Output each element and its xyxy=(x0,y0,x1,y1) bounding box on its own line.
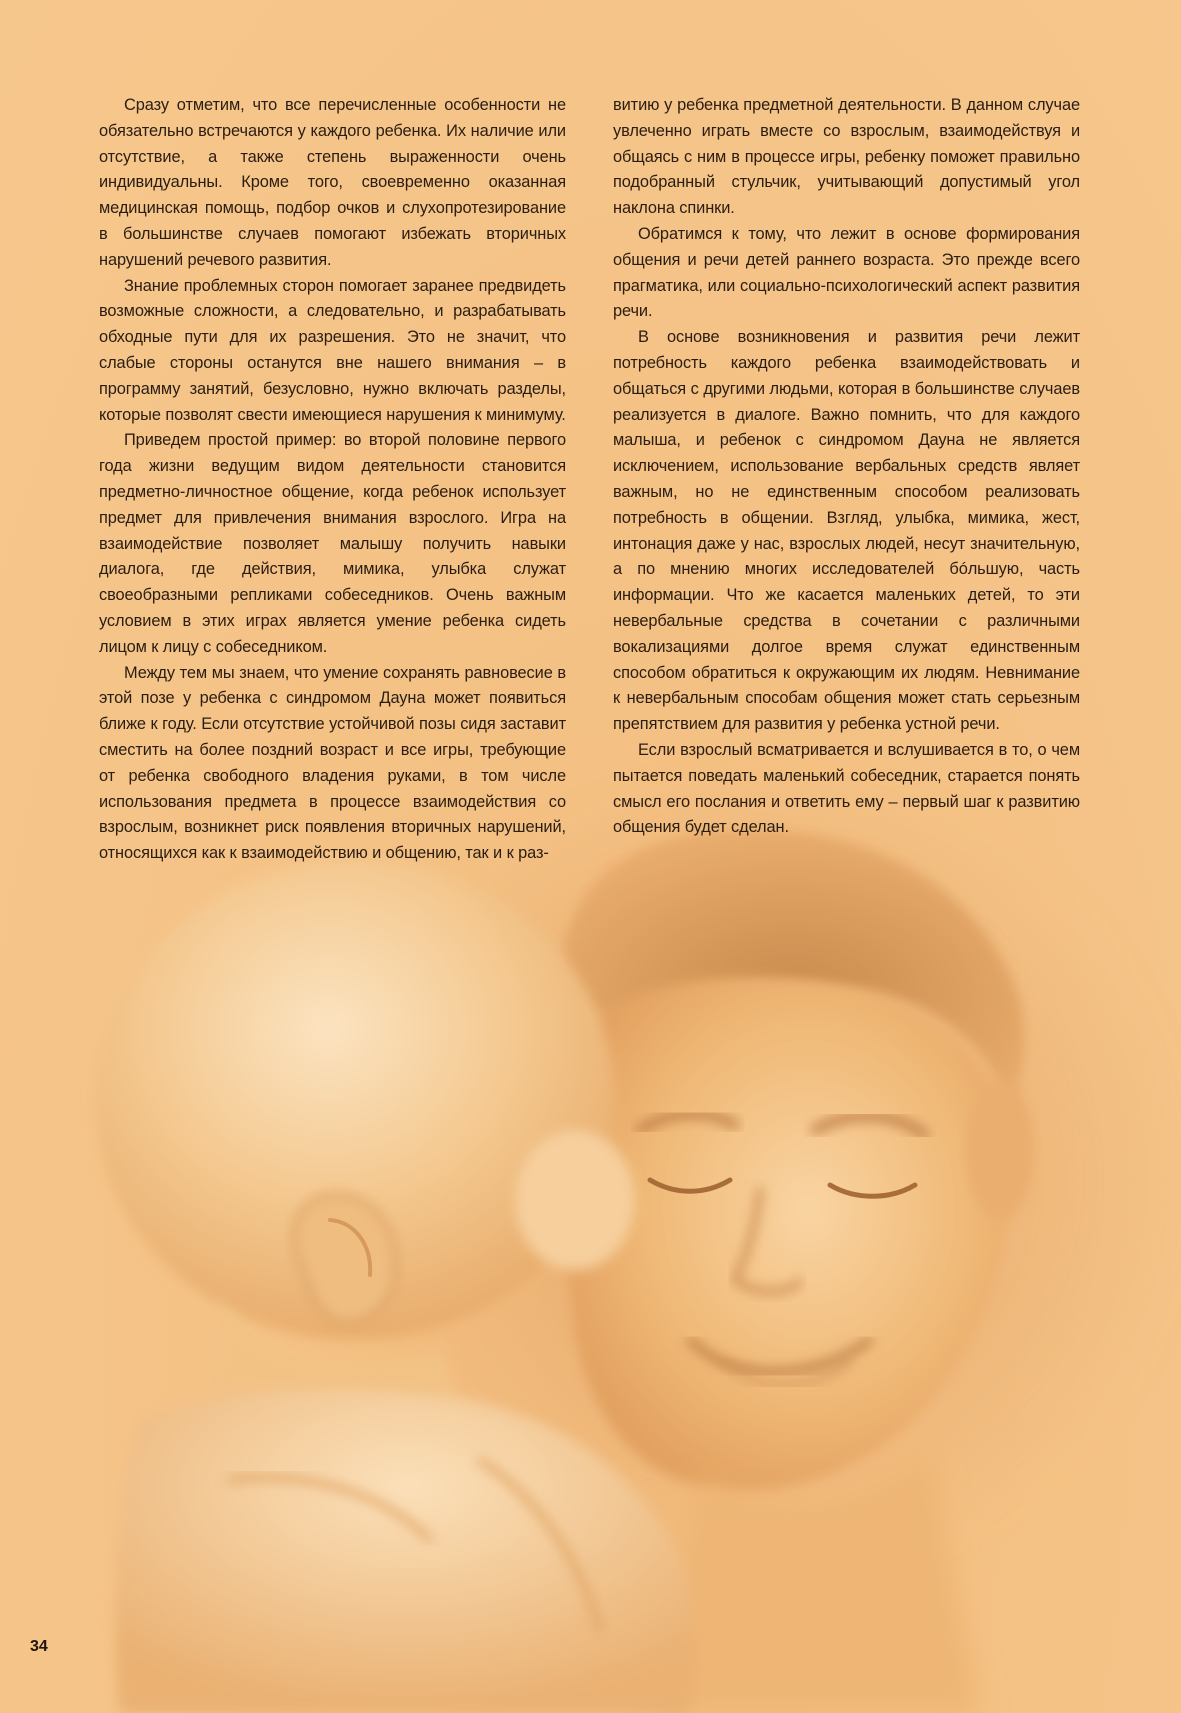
paragraph: Обратимся к тому, что лежит в основе формирования общения и речи детей раннего возраста. Это прежде всего прагматика, или социально-психологический аспект развития речи. xyxy=(613,224,1080,321)
paragraph: Если взрослый всматривается и вслушивается в то, о чем пытается поведать маленький собеседник, старается понять смысл его послания и ответить ему – первый шаг к развитию общения будет сделан. xyxy=(613,740,1080,837)
paragraph-continued: витию у ребенка предметной деятельности. В данном случае увлеченно играть вместе со взрослым, взаимодействуя и общаясь с ним в процессе игры, ребенку поможет правильно подобранный стульчик, учитывающий допустимый угол наклона спинки. xyxy=(613,96,1080,218)
paragraph: Знание проблемных сторон помогает заранее предвидеть возможные сложности, а следовательно, и разрабатывать обходные пути для их разрешения. Это не значит, что слабые стороны останутся вне нашего внимания – в программу занятий, безусловно, нужно включать разделы, которые позволят свести имеющиеся нарушения к минимуму. xyxy=(99,276,566,424)
paragraph: В основе возникновения и развития речи лежит потребность каждого ребенка взаимодействовать и общаться с другими людьми, которая в большинстве случаев реализуется в диалоге. Важно помнить, что для каждого малыша, и ребенок с синдромом Дауна не является исключением, использование вербальных средств являет важным, но не единственным способом реализовать потребность в общении. Взгляд, улыбка, мимика, жест, интонация даже у нас, взрослых людей, несут значительную, а по мнению многих исследователей бóльшую, часть информации. Что же касается маленьких детей, то эти невербальные средства в сочетании с различными вокализациями долгое время служат единственным способом обратиться к окружающим их людям. Невнимание к невербальным способам общения может стать серьезным препятствием для развития у ребенка устной речи. xyxy=(613,328,1080,734)
paragraph: Между тем мы знаем, что умение сохранять равновесие в этой позе у ребенка с синдромом Дауна может появиться ближе к году. Если отсутствие устойчивой позы сидя заставит сместить на более поздний возраст и все игры, требующие от ребенка свободного владения руками, в том числе использования предмета в процессе взаимодействия со взрослым, возникнет риск появления вторичных нарушений, относящихся как к взаимодействию и общению, так и к раз- xyxy=(99,663,566,863)
page-number: 34 xyxy=(30,1638,48,1655)
text-column-right xyxy=(613,93,1080,841)
paragraph: Сразу отметим, что все перечисленные особенности не обязательно встречаются у каждого ребенка. Их наличие или отсутствие, а также степень выраженности очень индивидуальны. Кроме того, своевременно оказанная медицинская помощь, подбор очков и слухопротезирование в большинстве случаев помогают избежать вторичных нарушений речевого развития. xyxy=(99,96,566,269)
child-cheek xyxy=(515,1130,635,1270)
text-column-left xyxy=(99,93,566,867)
paragraph: Приведем простой пример: во второй половине первого года жизни ведущим видом деятельности становится предметно-личностное общение, когда ребенок использует предмет для привлечения внимания взрослого. Игра на взаимодействие позволяет малышу получить навыки диалога, где действия, мимика, улыбка служат своеобразными репликами собеседников. Очень важным условием в этих играх является умение ребенка сидеть лицом к лицу с собеседником. xyxy=(99,431,566,656)
adult-ear xyxy=(966,1080,1034,1220)
